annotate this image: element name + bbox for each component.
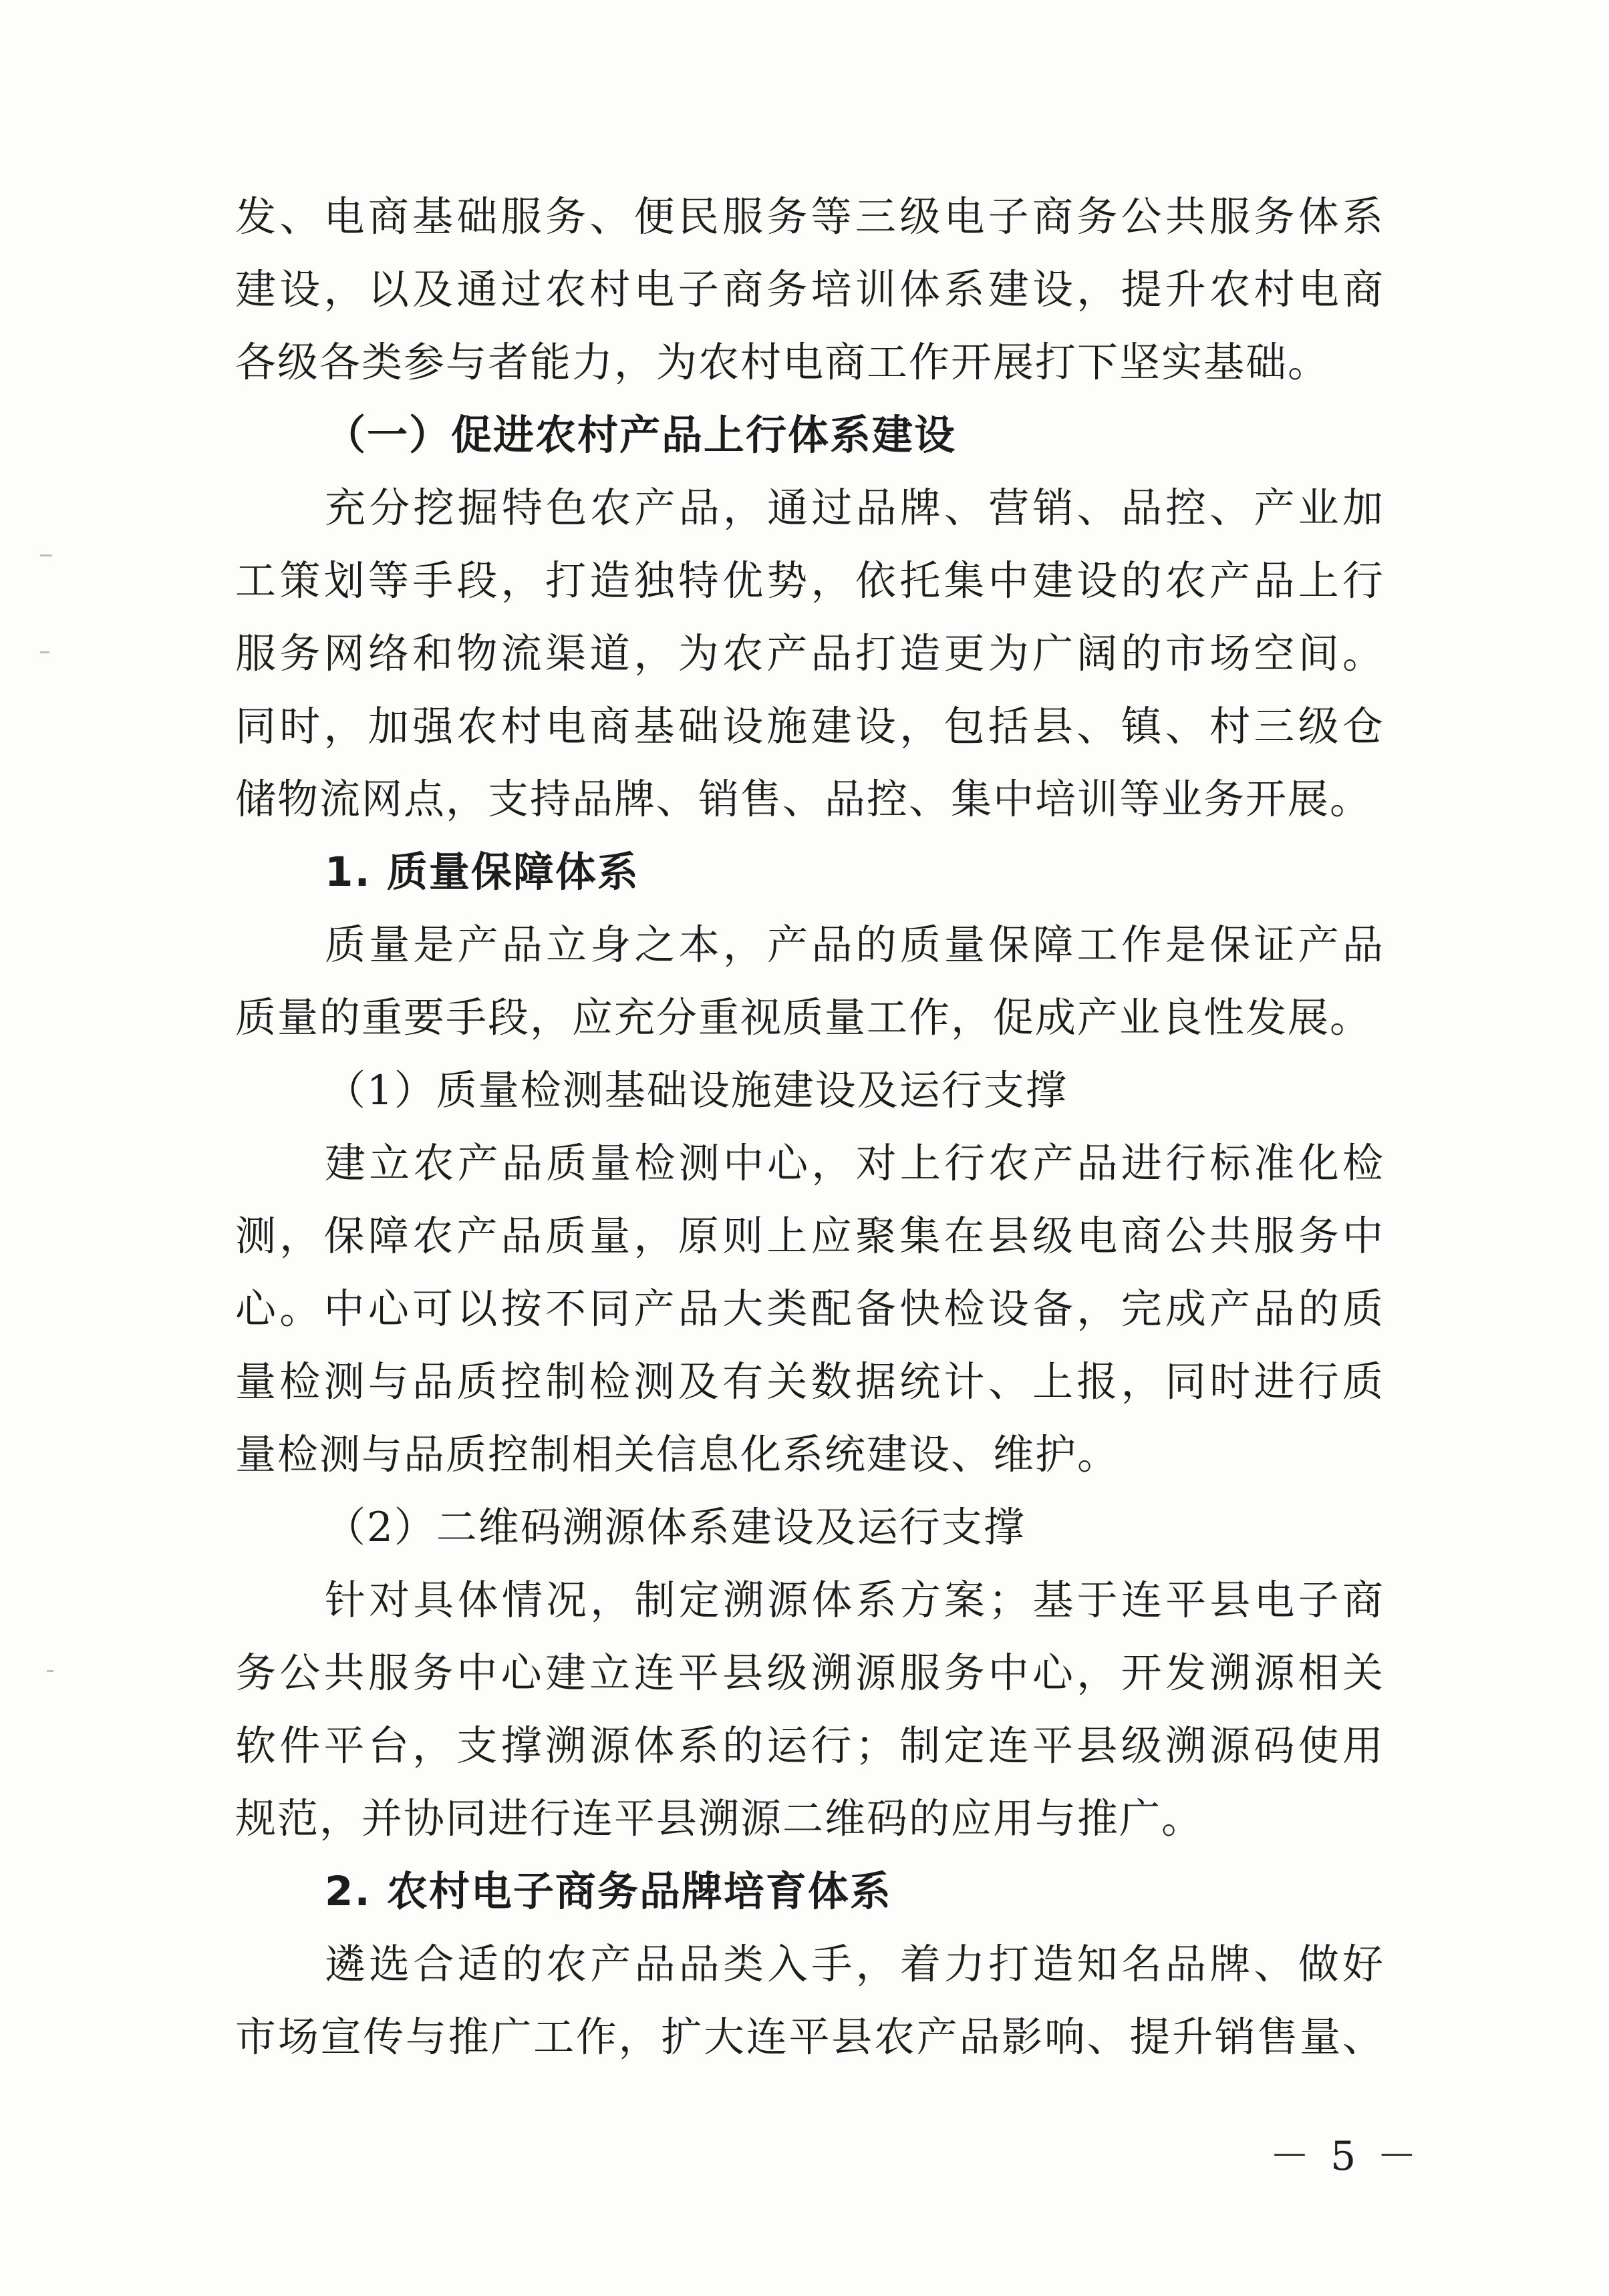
- text-line: 同时，加强农村电商基础设施建设，包括县、镇、村三级仓: [235, 703, 1384, 750]
- page-number: － 5 －: [1270, 2133, 1421, 2180]
- text-line: 各级各类参与者能力，为农村电商工作开展打下坚实基础。: [235, 339, 1330, 386]
- text-line: 服务网络和物流渠道，为农产品打造更为广阔的市场空间。: [235, 630, 1384, 677]
- text-line: 软件平台，支撑溯源体系的运行；制定连平县级溯源码使用: [235, 1722, 1384, 1770]
- scan-mark: [40, 554, 52, 556]
- text-line: 务公共服务中心建立连平县级溯源服务中心，开发溯源相关: [235, 1649, 1384, 1697]
- paragraph-intro: [235, 180, 1384, 399]
- document-body: [235, 180, 1384, 2074]
- paragraph-item-2: [235, 1928, 1384, 2074]
- text-line: 规范，并协同进行连平县溯源二维码的应用与推广。: [235, 1795, 1204, 1842]
- text-line: 遴选合适的农产品品类入手，着力打造知名品牌、做好: [325, 1941, 1384, 1988]
- scan-mark: [47, 1670, 53, 1672]
- text-line: 心。中心可以按不同产品大类配备快检设备，完成产品的质: [235, 1285, 1384, 1333]
- scan-mark: [40, 651, 49, 653]
- paragraph-sub-2: [235, 1564, 1384, 1855]
- item-heading: 2. 农村电子商务品牌培育体系: [325, 1868, 892, 1915]
- text-line: 量检测与品质控制检测及有关数据统计、上报，同时进行质: [235, 1358, 1384, 1406]
- text-line: 针对具体情况，制定溯源体系方案；基于连平县电子商: [325, 1577, 1384, 1624]
- text-line: 质量的重要手段，应充分重视质量工作，促成产业良性发展。: [235, 994, 1372, 1041]
- paragraph-sub-1: [235, 1127, 1384, 1491]
- text-line: 测，保障农产品质量，原则上应聚集在县级电商公共服务中: [235, 1212, 1384, 1260]
- text-line: 储物流网点，支持品牌、销售、品控、集中培训等业务开展。: [235, 776, 1372, 823]
- text-line: 建设，以及通过农村电子商务培训体系建设，提升农村电商: [235, 266, 1384, 313]
- text-line: 市场宣传与推广工作，扩大连平县农产品影响、提升销售量、: [235, 2013, 1384, 2061]
- text-line: 充分挖掘特色农产品，通过品牌、营销、品控、产业加: [325, 484, 1384, 532]
- paragraph-section-1: [235, 472, 1384, 836]
- text-line: 量检测与品质控制相关信息化系统建设、维护。: [235, 1431, 1120, 1478]
- sub-heading: （2）二维码溯源体系建设及运行支撑: [325, 1504, 1026, 1551]
- item-heading: 1. 质量保障体系: [325, 848, 639, 896]
- sub-heading: （1）质量检测基础设施建设及运行支撑: [325, 1067, 1068, 1114]
- paragraph-item-1: [235, 909, 1384, 1054]
- text-line: 质量是产品立身之本，产品的质量保障工作是保证产品: [325, 921, 1384, 969]
- text-line: 发、电商基础服务、便民服务等三级电子商务公共服务体系: [235, 193, 1384, 240]
- text-line: 工策划等手段，打造独特优势，依托集中建设的农产品上行: [235, 557, 1384, 605]
- section-heading: （一）促进农村产品上行体系建设: [325, 412, 957, 459]
- text-line: 建立农产品质量检测中心，对上行农产品进行标准化检: [325, 1140, 1384, 1187]
